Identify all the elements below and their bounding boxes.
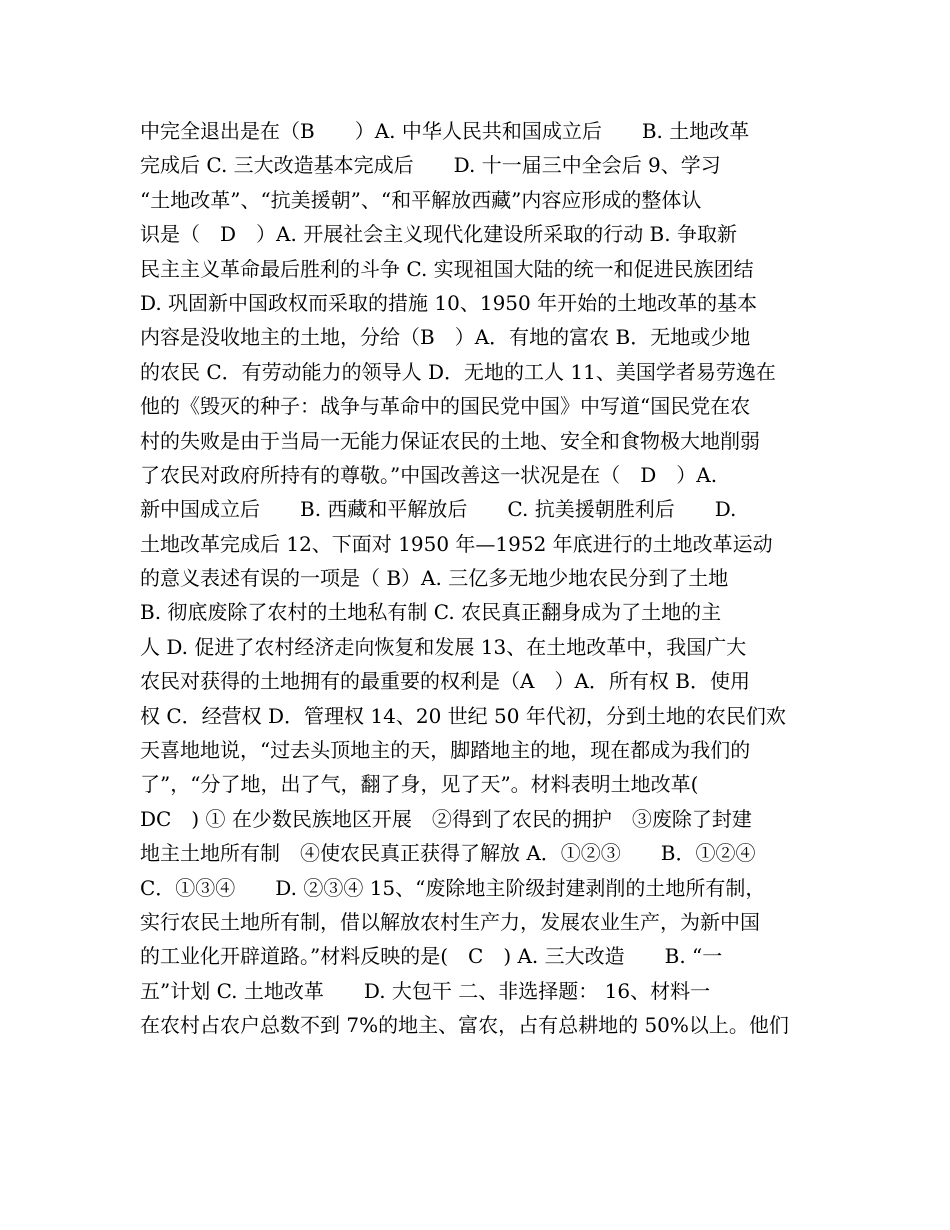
text-line: 实行农民土地所有制，借以解放农村生产力，发展农业生产，为新中国 xyxy=(140,909,760,934)
text-line: 土地改革完成后 12、下面对 1950 年—1952 年底进行的土地改革运动 xyxy=(140,531,773,556)
text-line: 他的《毁灭的种子：战争与革命中的国民党中国》中写道“国民党在农 xyxy=(140,394,751,419)
text-line: 了”，“分了地，出了气，翻了身，见了天”。材料表明土地改革( xyxy=(140,772,699,797)
text-line: 的农民 C．有劳动能力的领导人 D．无地的工人 11、美国学者易劳逸在 xyxy=(140,359,776,384)
text-line: 了农民对政府所持有的尊敬。”中国改善这一状况是在（ D ）A. xyxy=(140,462,718,487)
text-line: B. 彻底废除了农村的土地私有制 C. 农民真正翻身成为了土地的主 xyxy=(140,600,722,625)
text-line: 五”计划 C. 土地改革 D. 大包干 二、非选择题： 16、材料一 xyxy=(140,978,711,1003)
text-line: 权 C．经营权 D．管理权 14、20 世纪 50 年代初，分到土地的农民们欢 xyxy=(140,703,786,728)
text-line: 内容是没收地主的土地，分给（B ）A．有地的富农 B．无地或少地 xyxy=(140,325,751,350)
text-line: 的意义表述有误的一项是（ B）A. 三亿多无地少地农民分到了土地 xyxy=(140,566,729,591)
text-line: D. 巩固新中国政权而采取的措施 10、1950 年开始的土地改革的基本 xyxy=(140,290,758,315)
text-line: 天喜地地说，“过去头顶地主的天，脚踏地主的地，现在都成为我们的 xyxy=(140,738,751,763)
text-line: 中完全退出是在（B ）A. 中华人民共和国成立后 B. 土地改革 xyxy=(140,119,750,143)
text-line: 完成后 C. 三大改造基本完成后 D. 十一届三中全会后 9、学习 xyxy=(140,153,721,178)
text-line: 的工业化开辟道路。”材料反映的是( C ) A. 三大改造 B. “一 xyxy=(140,944,723,969)
text-line: DC ) ① 在少数民族地区开展 ②得到了农民的拥护 ③废除了封建 xyxy=(140,806,752,831)
text-line: 农民对获得的土地拥有的最重要的权利是（A ）A．所有权 B．使用 xyxy=(140,669,750,694)
text-line: 新中国成立后 B. 西藏和平解放后 C. 抗美援朝胜利后 D. xyxy=(140,497,737,522)
text-line: 在农村占农户总数不到 7%的地主、富农，占有总耕地的 50%以上。他们 xyxy=(140,1013,789,1038)
text-line: C．①③④ D. ②③④ 15、“废除地主阶级封建剥削的土地所有制， xyxy=(140,875,766,900)
text-line: 识是（ D ）A. 开展社会主义现代化建设所采取的行动 B. 争取新 xyxy=(140,222,737,247)
text-line: “土地改革”、“抗美援朝”、“和平解放西藏”内容应形成的整体认 xyxy=(140,187,702,212)
text-line: 民主主义革命最后胜利的斗争 C. 实现祖国大陆的统一和促进民族团结 xyxy=(140,256,754,281)
text-line: 人 D. 促进了农村经济走向恢复和发展 13、在土地改革中，我国广大 xyxy=(140,634,747,659)
body-text xyxy=(140,114,812,1043)
text-line: 地主土地所有制 ④使农民真正获得了解放 A．①②③ B．①②④ xyxy=(140,841,756,866)
text-line: 村的失败是由于当局一无能力保证农民的土地、安全和食物极大地削弱 xyxy=(140,428,760,453)
